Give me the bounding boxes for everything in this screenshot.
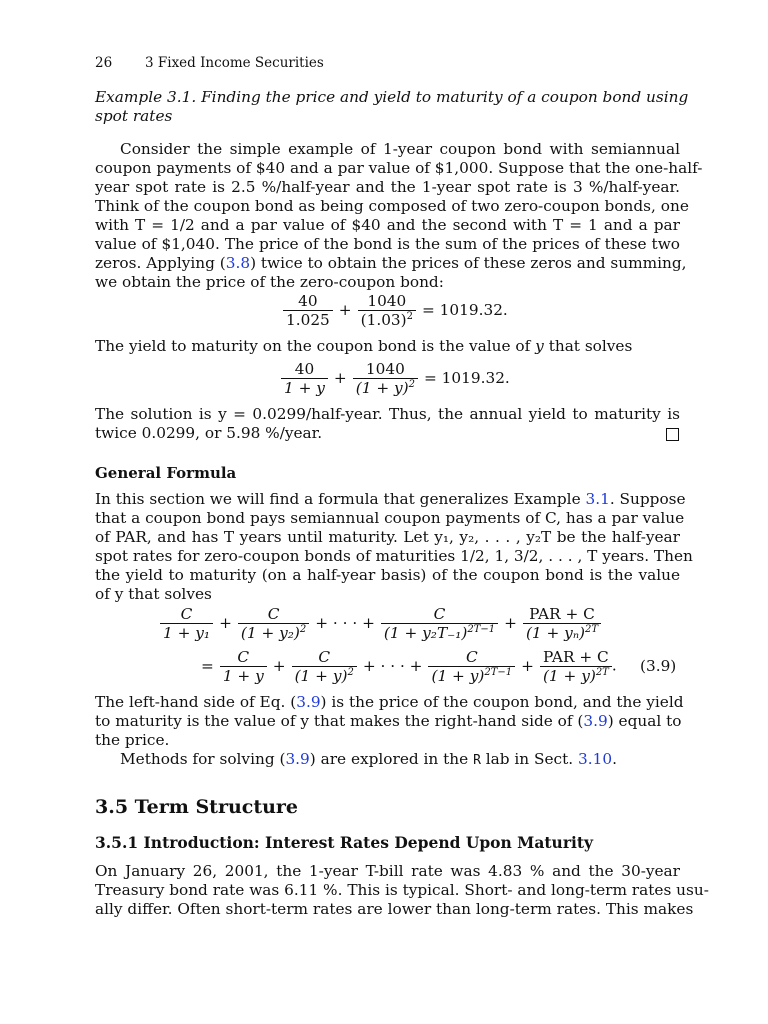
qed-box-icon xyxy=(666,428,679,441)
section-heading: 3.5 Term Structure xyxy=(95,796,299,818)
term-structure-paragraph: On January 26, 2001, the 1-year T-bill rate was 4.83 % and the 30-year Treasury bond rate was 6.11 %. This is typical. Short- and long-term rates usu- ally differ. Often short-term rates are lower than long-term rates. This makes xyxy=(95,862,709,918)
equation-number: (3.9) xyxy=(640,657,677,675)
applying-line: zeros. Applying (3.8) twice to obtain the prices of these zeros and summing, xyxy=(95,254,687,272)
equation-zero-coupon-price: $\frac{40}{1.025}$ + $\frac{1040}{(1.03)^2}$ = 1019.32. xyxy=(283,292,514,329)
page-number: 26 xyxy=(95,55,113,71)
equation-ytm: $\frac{40}{1 + y}$ + $\frac{1040}{(1 + y)^2}$ = 1019.32. xyxy=(281,360,516,397)
example-body: Consider the simple example of 1-year coupon bond with semiannual coupon payments of $40 and a par value of $1,000. Suppose that the one-half- year spot rate is 2.5 %/half-year and the 1-year spot rate is 3 %/half-year. Think of the coupon bond as being composed of two zero-coupon bonds, one with T = 1/2 and a par value of $40 and the second with T = 1 and a par value of $1,040. The price of the bond is the sum of the prices of these two zeros. Applying (3.8) twice to obtain the prices of these zeros and summing, we obtain the price of the zero-coupon bond: xyxy=(95,140,703,291)
general-formula-heading: General Formula xyxy=(95,464,237,482)
ytm-sentence: The yield to maturity on the coupon bond is the value of y that solves xyxy=(95,337,633,355)
general-formula-paragraph: In this section we will find a formula that generalizes Example 3.1. Suppose that a coupon bond pays semiannual coupon payments of C, has a par value of PAR, and has T years until maturity. Let y₁, y₂, . . . , y₂T be the half-year spot rates for zero-coupon bonds of maturities 1/2, 1, 3/2, . . . , T years. Then the yield to maturity (on a half-year basis) of the coupon bond is the value of y that solves xyxy=(95,490,693,603)
eq-ref-3-9-c[interactable]: 3.9 xyxy=(285,750,310,768)
solution-text: The solution is y = 0.0299/half-year. Thus, the annual yield to maturity is twice 0.0299, or 5.98 %/year. xyxy=(95,405,680,442)
after-equation-paragraph: The left-hand side of Eq. (3.9) is the price of the coupon bond, and the yield to maturity is the value of y that makes the right-hand side of (3.9) equal to the price. Methods for solving (3.9) are explored in the R lab in Sect. 3.10. xyxy=(95,693,684,768)
running-header xyxy=(95,54,324,73)
methods-line: Methods for solving (3.9) are explored in the R lab in Sect. 3.10. xyxy=(120,750,617,768)
example-title: Example 3.1. Finding the price and yield to maturity of a coupon bond using spot rates xyxy=(95,88,689,125)
chapter-title: 3 Fixed Income Securities xyxy=(145,55,324,71)
equation-3-9-row1: $\frac{C}{\text{1 + y₁}}$ + $\frac{C}{(1 + y_2)^2}$ + · · · + $\frac{C}{(1 + y_2T_{-1})^{2T-1}}$ + $\frac{\text{PAR + C}}{(1 + y_n)^{2T}}$ xyxy=(160,605,601,642)
example-ref-3-1[interactable]: 3.1 xyxy=(585,490,610,508)
section-ref-3-10[interactable]: 3.10 xyxy=(578,750,613,768)
eq-ref-3-9-b[interactable]: 3.9 xyxy=(583,712,608,730)
equation-3-9-row2: = $\frac{C}{1 + y}$ + $\frac{C}{(1 + y)^2}$ + · · · + $\frac{C}{(1 + y)^{2T-1}}$ + $\frac{\text{PAR + C}}{(1 + y)^{2T}}$ . xyxy=(201,648,617,685)
subsection-heading: 3.5.1 Introduction: Interest Rates Depend Upon Maturity xyxy=(95,833,594,852)
eq-ref-3-9-a[interactable]: 3.9 xyxy=(296,693,321,711)
eq-ref-3-8[interactable]: 3.8 xyxy=(225,254,251,272)
